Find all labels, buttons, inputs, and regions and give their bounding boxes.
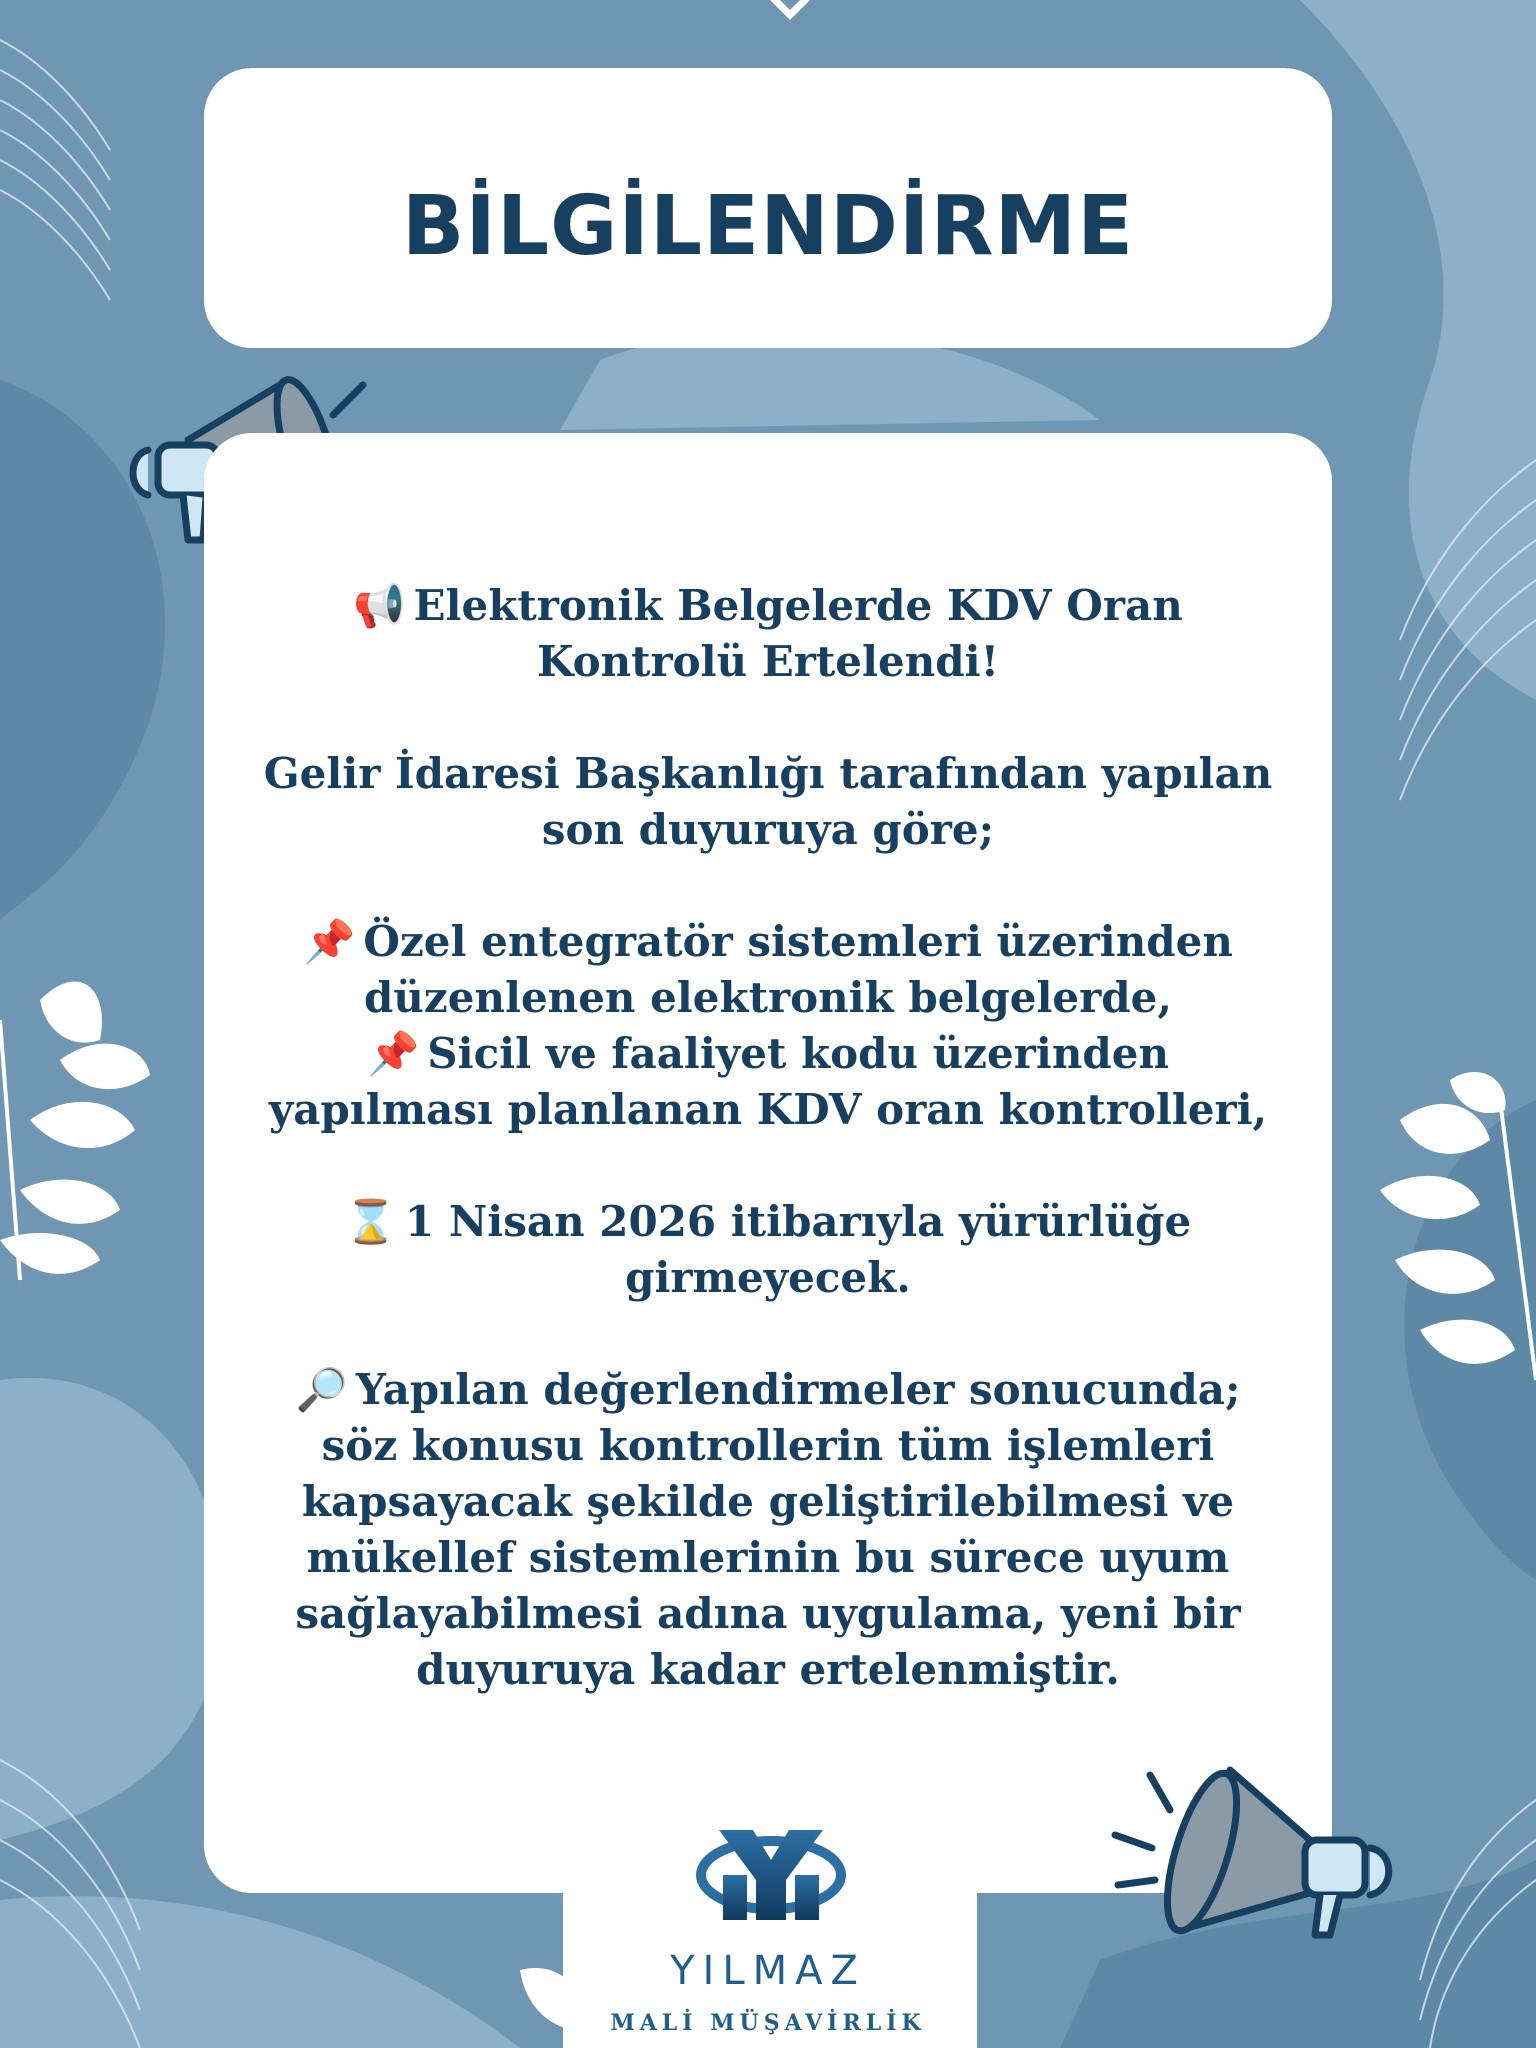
conclusion-line6: duyuruya kadar ertelenmiştir. <box>416 1645 1120 1694</box>
date-line1: ⌛ 1 Nisan 2026 itibarıyla yürürlüğe <box>216 1194 1320 1250</box>
conclusion-line5: sağlayabilmesi adına uygulama, yeni bir <box>295 1589 1241 1638</box>
logo-company-name: YILMAZ <box>670 1948 866 1994</box>
announcement-heading: 📢 Elektronik Belgelerde KDV Oran <box>216 578 1320 634</box>
magnifier-icon: 🔎 <box>295 1365 348 1414</box>
item1-line1: 📌 Özel entegratör sistemleri üzerinden <box>216 914 1320 970</box>
pushpin-icon: 📌 <box>367 1029 420 1078</box>
hourglass-icon: ⌛ <box>344 1197 398 1246</box>
announcement-heading-line2: Kontrolü Ertelendi! <box>536 637 1000 686</box>
page-title: BİLGİLENDİRME <box>401 179 1135 274</box>
item2-line1: 📌 Sicil ve faaliyet kodu üzerinden <box>216 1026 1320 1082</box>
conclusion-line2: söz konusu kontrollerin tüm işlemleri <box>321 1421 1215 1470</box>
conclusion-line1: 🔎 Yapılan değerlendirmeler sonucunda; <box>216 1362 1320 1418</box>
megaphone-icon <box>1090 1730 1420 1980</box>
item2-line2: yapılması planlanan KDV oran kontrolleri, <box>268 1085 1268 1134</box>
loudspeaker-icon: 📢 <box>353 581 406 630</box>
announcement-text <box>216 578 1320 1698</box>
date-line2: girmeyecek. <box>625 1253 911 1302</box>
pushpin-icon: 📌 <box>303 917 356 966</box>
conclusion-line4: mükellef sistemlerinin bu sürece uyum <box>306 1533 1230 1582</box>
intro-line1: Gelir İdaresi Başkanlığı tarafından yapılan <box>263 749 1273 798</box>
company-logo-icon <box>691 1820 851 1925</box>
item1-line2: düzenlenen elektronik belgelerde, <box>363 973 1172 1022</box>
title-card <box>204 68 1332 348</box>
logo-subtitle: MALİ MÜŞAVİRLİK <box>610 2010 926 2036</box>
conclusion-line3: kapsayacak şekilde geliştirilebilmesi ve <box>301 1477 1235 1526</box>
intro-line2: son duyuruya göre; <box>541 805 995 854</box>
